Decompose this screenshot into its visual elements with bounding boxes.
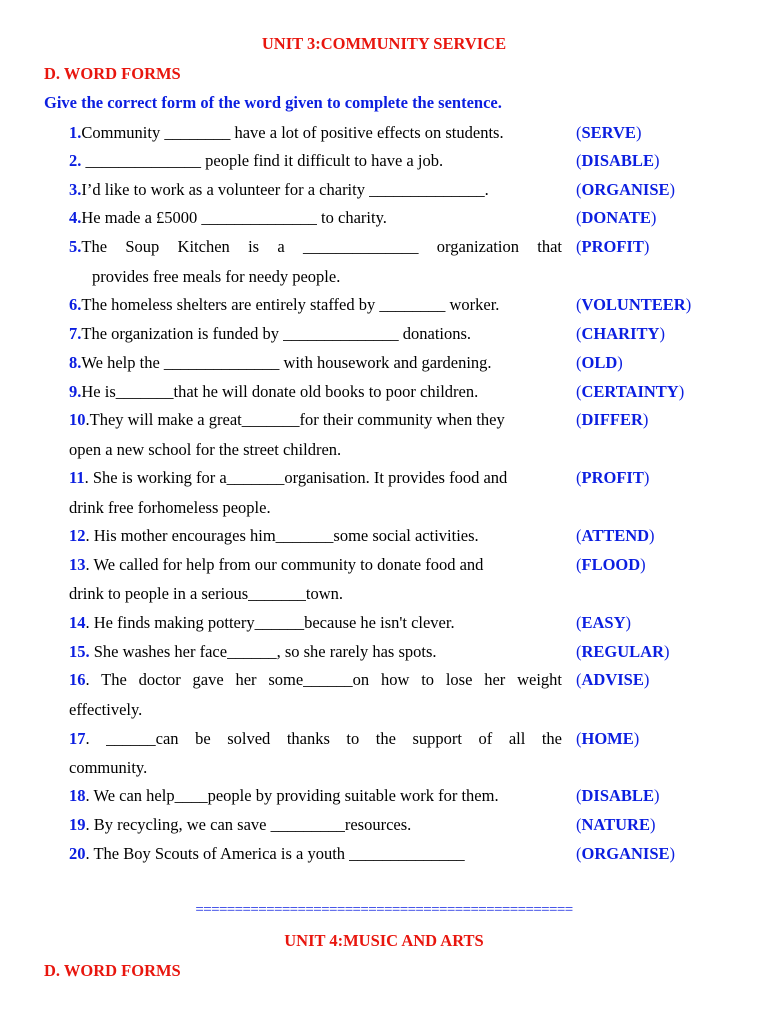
question-10 — [69, 410, 562, 430]
question-15 — [69, 642, 562, 662]
question-20 — [69, 844, 562, 864]
question-text: The homeless shelters are entirely staffed by ________ worker. — [81, 295, 500, 314]
question-12 — [69, 526, 562, 546]
unit3-title: UNIT 3:COMMUNITY SERVICE — [261, 34, 507, 53]
question-number: 16 — [69, 670, 86, 689]
question-text: . She is working for a_______organisation. It provides food and — [84, 468, 508, 487]
question-5 — [69, 237, 562, 257]
word-hint-2: (DISABLE) — [576, 151, 660, 170]
question-text: The Soup Kitchen is a ______________ organization that — [81, 237, 562, 256]
question-text: I’d like to work as a volunteer for a charity ______________. — [81, 180, 489, 199]
word-hint-16: (ADVISE) — [576, 670, 650, 689]
word-hint-1: (SERVE) — [576, 123, 642, 142]
question-number: 19 — [69, 815, 86, 834]
word-hint-12: (ATTEND) — [576, 526, 655, 545]
question-19 — [69, 815, 562, 835]
question-16 — [69, 670, 562, 690]
unit4-title: UNIT 4:MUSIC AND ARTS — [284, 931, 484, 950]
question-text: . The Boy Scouts of America is a youth ______________ — [85, 844, 465, 863]
question-17-continued: community. — [69, 758, 148, 777]
question-number: 18 — [69, 786, 86, 805]
word-hint-11: (PROFIT) — [576, 468, 650, 487]
question-number: 20 — [69, 844, 86, 863]
instruction: Give the correct form of the word given to complete the sentence. — [44, 93, 502, 112]
question-11 — [69, 468, 562, 488]
question-number: 17 — [69, 729, 86, 748]
question-9 — [69, 382, 562, 402]
question-text: Community ________ have a lot of positive effects on students. — [81, 123, 504, 142]
word-hint-13: (FLOOD) — [576, 555, 646, 574]
word-hint-18: (DISABLE) — [576, 786, 660, 805]
question-16-continued: effectively. — [69, 700, 143, 719]
word-hint-20: (ORGANISE) — [576, 844, 676, 863]
unit3-section-heading: D. WORD FORMS — [44, 64, 181, 83]
question-13 — [69, 555, 562, 575]
question-number: 9. — [69, 382, 82, 401]
question-number: 14 — [69, 613, 86, 632]
question-text: .They will make a great_______for their community when they — [85, 410, 505, 429]
question-11-continued: drink free forhomeless people. — [69, 498, 271, 517]
question-4 — [69, 208, 562, 228]
word-hint-9: (CERTAINTY) — [576, 382, 685, 401]
question-text: . By recycling, we can save _________resources. — [85, 815, 412, 834]
word-hint-7: (CHARITY) — [576, 324, 665, 343]
question-text: . The doctor gave her some______on how to lose her weight — [85, 670, 562, 689]
question-number: 5. — [69, 237, 82, 256]
question-17 — [69, 729, 562, 749]
word-hint-15: (REGULAR) — [576, 642, 670, 661]
question-1 — [69, 123, 562, 143]
question-6 — [69, 295, 562, 315]
word-hint-8: (OLD) — [576, 353, 623, 372]
word-hint-19: (NATURE) — [576, 815, 656, 834]
question-number: 11 — [69, 468, 85, 487]
question-14 — [69, 613, 562, 633]
question-7 — [69, 324, 562, 344]
question-text: She washes her face______, so she rarely has spots. — [89, 642, 437, 661]
question-number: 7. — [69, 324, 82, 343]
question-text: . His mother encourages him_______some social activities. — [85, 526, 479, 545]
question-5-continued: provides free meals for needy people. — [92, 267, 341, 286]
question-3 — [69, 180, 562, 200]
word-hint-5: (PROFIT) — [576, 237, 650, 256]
unit4-section-heading: D. WORD FORMS — [44, 961, 181, 980]
question-8 — [69, 353, 562, 373]
question-text: . We called for help from our community to donate food and — [85, 555, 484, 574]
word-hint-14: (EASY) — [576, 613, 632, 632]
question-number: 3. — [69, 180, 82, 199]
word-hint-4: (DONATE) — [576, 208, 657, 227]
question-text: He is_______that he will donate old books to poor children. — [81, 382, 479, 401]
question-text: ______________ people find it difficult to have a job. — [81, 151, 444, 170]
question-number: 15. — [69, 642, 90, 661]
word-hint-10: (DIFFER) — [576, 410, 649, 429]
question-number: 4. — [69, 208, 82, 227]
question-2 — [69, 151, 562, 171]
question-text: . ______can be solved thanks to the support of all the — [85, 729, 562, 748]
question-number: 1. — [69, 123, 82, 142]
question-text: The organization is funded by ______________ donations. — [81, 324, 472, 343]
question-number: 8. — [69, 353, 82, 372]
section-separator: ================================================ — [195, 902, 573, 918]
question-18 — [69, 786, 562, 806]
question-text: We help the ______________ with housework and gardening. — [81, 353, 492, 372]
question-number: 12 — [69, 526, 86, 545]
question-text: . He finds making pottery______because he isn't clever. — [85, 613, 455, 632]
question-number: 2. — [69, 151, 82, 170]
question-text: He made a £5000 ______________ to charity. — [81, 208, 387, 227]
question-number: 13 — [69, 555, 86, 574]
word-hint-3: (ORGANISE) — [576, 180, 676, 199]
word-hint-6: (VOLUNTEER) — [576, 295, 692, 314]
question-number: 6. — [69, 295, 82, 314]
question-13-continued: drink to people in a serious_______town. — [69, 584, 344, 603]
word-hint-17: (HOME) — [576, 729, 640, 748]
question-text: . We can help____people by providing suitable work for them. — [85, 786, 499, 805]
question-10-continued: open a new school for the street children. — [69, 440, 342, 459]
question-number: 10 — [69, 410, 86, 429]
